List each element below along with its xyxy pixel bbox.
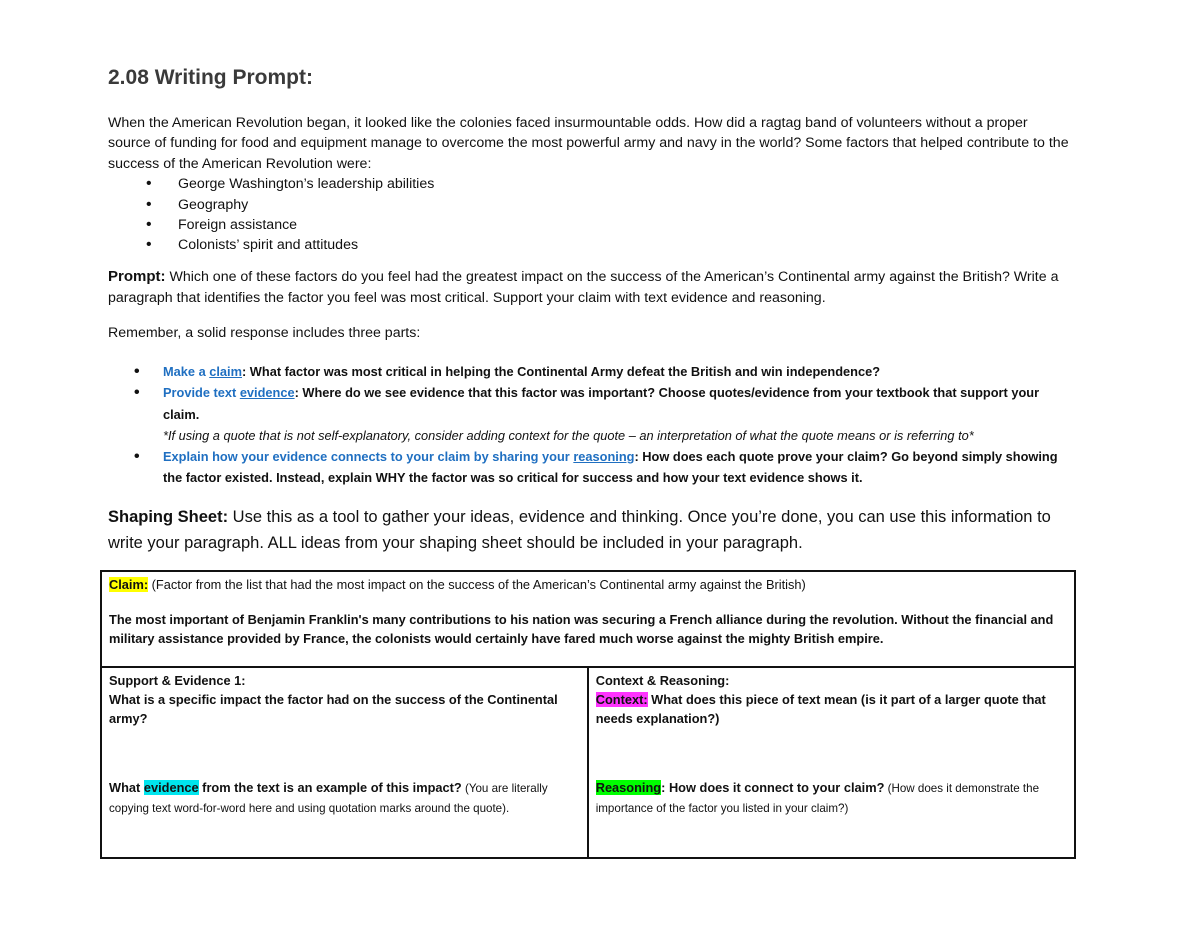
- context-question-block: [596, 690, 1067, 728]
- claim-cell[interactable]: [101, 571, 1075, 667]
- evidence-link[interactable]: evidence: [239, 385, 295, 401]
- factor-item: • Colonists’ spirit and attitudes: [108, 235, 1073, 255]
- factor-item: • Foreign assistance: [108, 215, 1073, 235]
- prompt-label: Prompt:: [108, 268, 166, 285]
- claim-link[interactable]: claim: [209, 364, 242, 379]
- shaping-text: Use this as a tool to gather your ideas, evidence and thinking. Once you’re done, you can use this information to write your paragraph. ALL ideas from your shaping sheet should be included in your paragraph.: [108, 508, 1051, 552]
- support-evidence-cell[interactable]: [101, 667, 588, 858]
- claim-label: Claim:: [109, 577, 149, 592]
- part-reasoning: [108, 446, 1078, 489]
- response-parts-list: [108, 361, 1078, 489]
- claim-prompt: [109, 575, 1067, 594]
- reasoning-question-block: [596, 778, 1067, 818]
- part-evidence: [108, 382, 1078, 425]
- intro-section: [108, 113, 1073, 256]
- part-reasoning-colon: :: [634, 449, 639, 465]
- claim-hint: (Factor from the list that had the most impact on the success of the American’s Continental army against the British): [148, 577, 806, 592]
- prompt-paragraph: [108, 266, 1073, 309]
- evidence-question: from the text is an example of this impact?: [198, 780, 462, 795]
- intro-paragraph: When the American Revolution began, it looked like the colonies faced insurmountable odds. How did a ragtag band of volunteers without a proper source of funding for food and equipment manage to overcome the most powerful army and navy in the world? Some factors that helped contribute to the success of the American Revolution were:: [108, 115, 1069, 172]
- reasoning-question: : How does it connect to your claim?: [661, 780, 885, 795]
- context-highlight: Context:: [595, 692, 648, 707]
- part-evidence-text: Where do we see evidence that this factor was important? Choose quotes/evidence from your textbook that support your claim.: [163, 385, 1040, 422]
- part-claim: [108, 361, 1078, 382]
- part-claim-colon: :: [241, 364, 247, 379]
- part-reasoning-lead: Explain how your evidence connects to your claim by sharing your: [163, 449, 574, 465]
- part-claim-text: What factor was most critical in helping the Continental Army defeat the British and win independence?: [246, 364, 881, 379]
- prompt-text: Which one of these factors do you feel had the greatest impact on the success of the American’s Continental army against the British? Write a paragraph that identifies the factor you feel was most critical. Support your claim with text evidence and reasoning.: [108, 269, 1059, 306]
- page-title: 2.08 Writing Prompt:: [108, 66, 313, 89]
- context-reasoning-cell[interactable]: [588, 667, 1075, 858]
- part-reasoning-text: How does each quote prove your claim? Go beyond simply showing the factor existed. Instead, explain WHY the factor was so critical for success and how your text evidence shows it.: [163, 449, 1058, 486]
- factor-item: • Geography: [108, 195, 1073, 215]
- evidence-lead: What: [109, 780, 144, 795]
- factor-list: [108, 174, 1073, 256]
- evidence-question-block: [109, 778, 580, 818]
- claim-answer[interactable]: The most important of Benjamin Franklin's many contributions to his nation was securing a French alliance during the revolution. Without the financial and military assistance provided by France, the colonists would certainly have fared much worse against the mighty British empire.: [109, 612, 1054, 646]
- reasoning-highlight: Reasoning: [595, 780, 662, 795]
- evidence-hint: (You are literally copying text word-for-word here and using quotation marks around the quote).: [109, 782, 548, 815]
- shaping-sheet-intro: [108, 505, 1078, 556]
- shaping-label: Shaping Sheet:: [108, 508, 229, 526]
- part-claim-lead: Make a: [163, 364, 210, 379]
- factor-item: • George Washington’s leadership abilities: [108, 174, 1073, 194]
- quote-context-note: *If using a quote that is not self-explanatory, consider adding context for the quote – an interpretation of what the quote means or is referring to*: [163, 427, 974, 443]
- context-question: What does this piece of text mean (is it part of a larger quote that needs explanation?): [595, 692, 1046, 726]
- reasoning-link[interactable]: reasoning: [573, 449, 635, 465]
- support-title: Support & Evidence 1:: [109, 673, 246, 688]
- context-title: Context & Reasoning:: [595, 673, 730, 688]
- part-evidence-colon: :: [294, 385, 299, 401]
- remember-text: Remember, a solid response includes three parts:: [108, 325, 421, 341]
- reasoning-hint: (How does it demonstrate the importance of the factor you listed in your claim?): [595, 782, 1040, 815]
- shaping-sheet-table: [100, 570, 1076, 859]
- part-evidence-lead: Provide text: [163, 385, 240, 401]
- support-question: What is a specific impact the factor had on the success of the Continental army?: [109, 692, 558, 726]
- evidence-highlight: evidence: [143, 780, 199, 795]
